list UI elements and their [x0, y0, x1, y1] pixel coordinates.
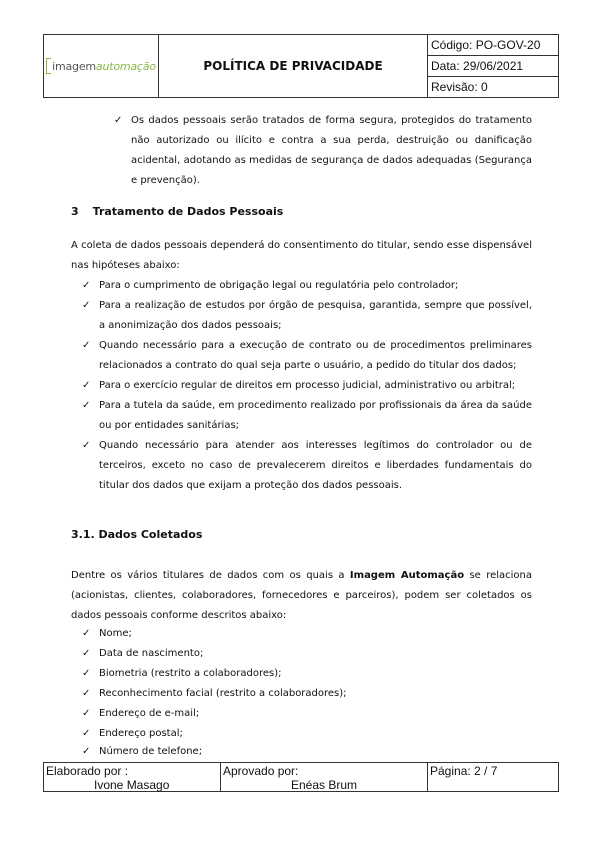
list-item: Quando necessário para a execução de contrato ou de procedimentos preliminares relacionados a contrato do qual seja parte o usuário, a pedido do titular dos dados; — [99, 340, 532, 371]
document-header — [43, 34, 559, 98]
logo-word-suffix: automação — [95, 59, 156, 73]
section-3-number: 3 — [71, 205, 79, 218]
company-logo — [46, 58, 156, 74]
checkmark-icon: ✓ — [82, 728, 91, 739]
list-item: Endereço de e-mail; — [99, 708, 200, 719]
footer-prepared-cell — [44, 763, 221, 791]
list-item: Para o exercício regular de direitos em processo judicial, administrativo ou arbitral; — [99, 380, 516, 391]
checkmark-icon: ✓ — [82, 340, 91, 351]
logo-bracket-icon — [46, 58, 51, 74]
approved-by-name: Enéas Brum — [291, 778, 358, 792]
list-item: Nome; — [99, 628, 132, 639]
document-date: Data: 29/06/2021 — [428, 56, 558, 77]
logo-word-prefix: imagem — [52, 59, 96, 73]
checkmark-icon: ✓ — [82, 400, 91, 411]
intro-bullet-text: Os dados pessoais serão tratados de forma segura, protegidos do tratamento não autorizado ou ilícito e contra a sua perda, destruição ou danificação acidental, adotando as medidas de segurança de dados adequadas (Segurança e prevenção). — [131, 115, 532, 186]
checkmark-icon: ✓ — [82, 708, 91, 719]
prepared-by-name: Ivone Masago — [94, 778, 170, 792]
paragraph-text: se relaciona (acionistas, clientes, colaboradores, fornecedores e parceiros), podem ser coletados os dados pessoais conforme descritos abaixo: — [71, 570, 533, 621]
document-footer — [43, 762, 559, 792]
checkmark-icon: ✓ — [82, 746, 91, 757]
checkmark-icon: ✓ — [82, 380, 91, 391]
page-number: Página: 2 / 7 — [430, 764, 498, 778]
logo-cell — [44, 35, 159, 97]
section-3-paragraph: A coleta de dados pessoais dependerá do consentimento do titular, sendo esse dispensável nas hipóteses abaixo: — [71, 240, 532, 271]
document-revision: Revisão: 0 — [431, 80, 488, 94]
list-item: Reconhecimento facial (restrito a colaboradores); — [99, 688, 347, 699]
document-meta — [428, 35, 558, 97]
checkmark-icon: ✓ — [82, 440, 91, 451]
list-item: Quando necessário para atender aos interesses legítimos do controlador ou de terceiros, exceto no caso de prevalecerem direitos e liberdades fundamentais do titular dos dados que exijam a proteção dos dados pessoais. — [99, 440, 532, 491]
section-3-1-heading: 3.1. Dados Coletados — [71, 528, 203, 541]
checkmark-icon: ✓ — [114, 115, 123, 126]
document-code: Código: PO-GOV-20 — [428, 35, 558, 56]
checkmark-icon: ✓ — [82, 688, 91, 699]
checkmark-icon: ✓ — [82, 668, 91, 679]
list-item: Para a realização de estudos por órgão de pesquisa, garantida, sempre que possível, a anonimização dos dados pessoais; — [99, 300, 532, 331]
list-item: Para a tutela da saúde, em procedimento realizado por profissionais da área da saúde ou por entidades sanitárias; — [99, 400, 532, 431]
checkmark-icon: ✓ — [82, 300, 91, 311]
list-item: Data de nascimento; — [99, 648, 204, 659]
section-3-heading — [71, 202, 283, 222]
section-3-1-paragraph — [71, 566, 532, 626]
prepared-by-label: Elaborado por : — [46, 764, 129, 778]
section-3-title: Tratamento de Dados Pessoais — [92, 205, 284, 218]
document-title: POLÍTICA DE PRIVACIDADE — [159, 35, 428, 97]
checkmark-icon: ✓ — [82, 648, 91, 659]
approved-by-label: Aprovado por: — [223, 764, 299, 778]
company-name: Imagem Automação — [349, 570, 465, 581]
list-item: Endereço postal; — [99, 728, 183, 739]
list-item: Para o cumprimento de obrigação legal ou regulatória pelo controlador; — [99, 280, 459, 291]
footer-page-cell — [428, 763, 558, 791]
list-item: Biometria (restrito a colaboradores); — [99, 668, 282, 679]
list-item: Número de telefone; — [99, 746, 203, 757]
footer-approved-cell — [221, 763, 428, 791]
checkmark-icon: ✓ — [82, 280, 91, 291]
paragraph-text: Dentre os vários titulares de dados com os quais a — [71, 570, 350, 581]
checkmark-icon: ✓ — [82, 628, 91, 639]
